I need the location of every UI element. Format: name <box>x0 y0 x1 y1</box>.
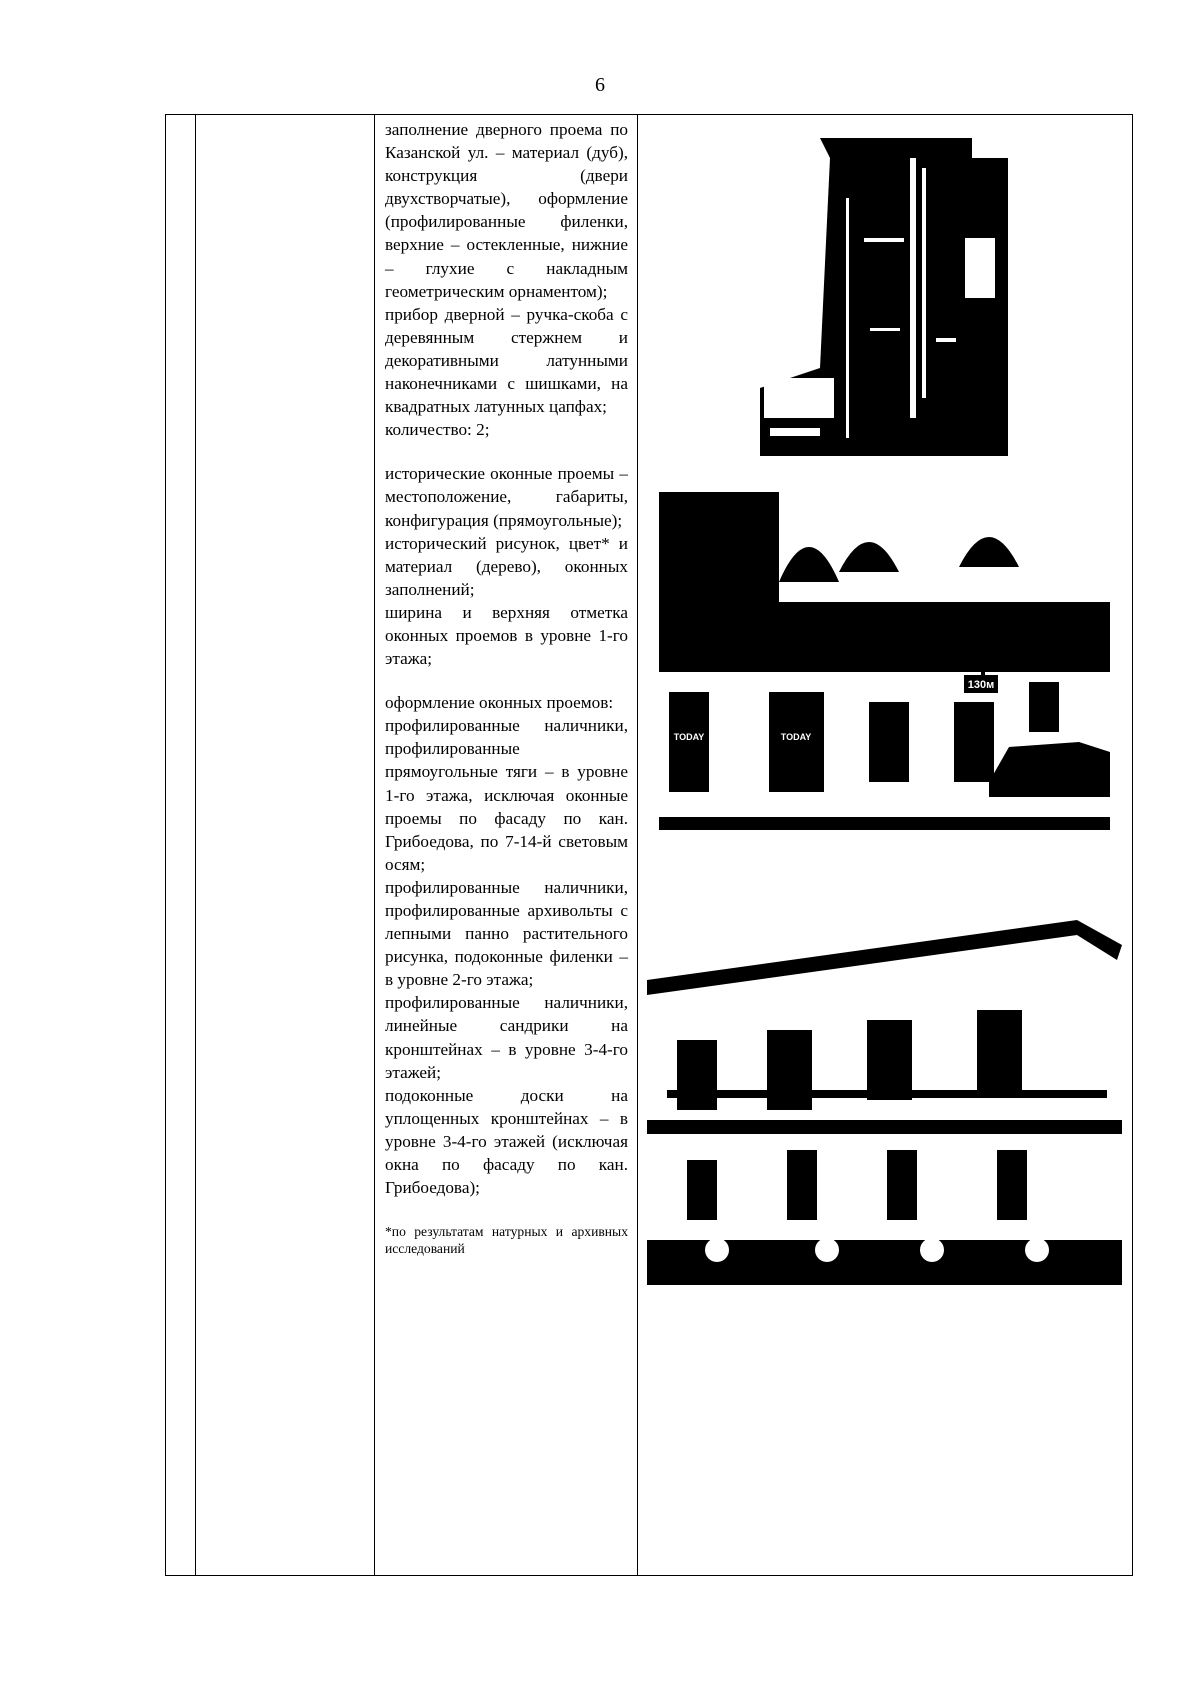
paragraph-door-fill: заполнение дверного проема по Казанской ул. – материал (дуб), конструкция (двери двухстворчатые), оформление (профилированные филенки, верхние – остекленные, нижние – глухие с накладным геометрическим орнаментом); <box>385 120 628 301</box>
distance-sign-text: 130м <box>967 679 995 691</box>
column-divider <box>637 115 638 1575</box>
paragraph-floor-3-4: профилированные наличники, линейные сандрики на кронштейнах – в уровне 3-4-го этажей; <box>385 993 628 1082</box>
paragraph-window-width: ширина и верхняя отметка оконных проемов в уровне 1-го этажа; <box>385 602 628 669</box>
paragraph-quantity: количество: 2; <box>385 420 490 440</box>
paragraph-floor-2: профилированные наличники, профилированные архивольты с лепными панно растительного рисунка, подоконные филенки – в уровне 2-го этажа; <box>385 877 628 990</box>
shop-sign-text: TODAY <box>673 732 705 742</box>
column-divider <box>195 115 196 1575</box>
description-cell <box>385 118 628 1257</box>
paragraph-window-decoration: оформление оконных проемов: <box>385 693 614 713</box>
photo-upper-facade <box>647 920 1122 1285</box>
paragraph-door-handle: прибор дверной – ручка-скоба с деревянным стержнем и декоративными латунными наконечниками с шишками, на квадратных латунных цапфах; <box>385 304 628 417</box>
photo-street-facade <box>659 492 1110 830</box>
paragraph-floor-1: профилированные наличники, профилированные прямоугольные тяги – в уровне 1-го этажа, исключая оконные проемы по фасаду по кан. Грибоедова, по 7-14-й световым осям; <box>385 716 628 874</box>
photo-door <box>760 138 1008 468</box>
footnote: *по результатам натурных и архивных исследований <box>385 1224 628 1257</box>
shop-sign-text: TODAY <box>780 732 812 742</box>
paragraph-window-openings: исторические оконные проемы – местоположение, габариты, конфигурация (прямоугольные); <box>385 464 628 530</box>
paragraph-window-pattern: исторический рисунок, цвет* и материал (дерево), оконных заполнений; <box>385 533 628 599</box>
page-number: 6 <box>595 74 605 96</box>
paragraph-sills: подоконные доски на уплощенных кронштейнах – в уровне 3-4-го этажей (исключая окна по фасаду по кан. Грибоедова); <box>385 1085 628 1198</box>
column-divider <box>374 115 375 1575</box>
